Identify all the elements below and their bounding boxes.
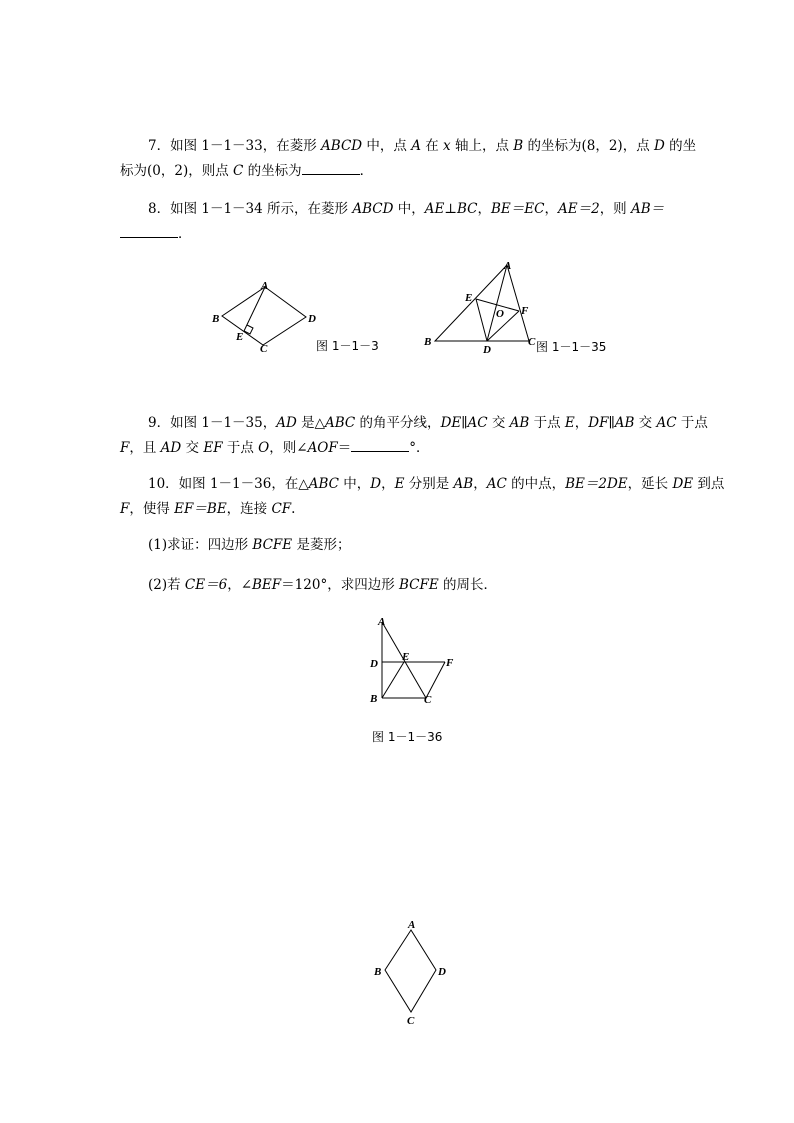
figure-1-1-35 — [420, 255, 620, 360]
figure-rhombus — [370, 918, 450, 1028]
figure-1-1-36 — [365, 612, 465, 712]
segment-cf — [426, 662, 445, 698]
label-F: F — [521, 305, 529, 317]
q8-line1: 8．如图 1－1－34 所示，在菱形 ABCD 中，AE⊥BC，BE＝EC，AE＝2，则 AB＝ — [148, 201, 665, 217]
q7-line1: 7．如图 1－1－33，在菱形 ABCD 中，点 A 在 x 轴上，点 B 的坐标为(8，2)，点 D 的坐 — [148, 138, 697, 154]
label-A: A — [261, 280, 269, 292]
label-B: B — [424, 336, 432, 348]
label-O: O — [496, 308, 504, 320]
q9-answer-blank[interactable] — [351, 439, 409, 452]
label-A: A — [378, 616, 386, 628]
figure-1-caption: 图 1－1－3 — [316, 339, 379, 353]
segment-be — [382, 662, 404, 698]
q8-line2: ． — [120, 225, 192, 243]
q10-line2: F，使得 EF＝BE，连接 CF. — [120, 501, 296, 517]
rhombus-abcd — [385, 930, 436, 1012]
figure-1-1-3 — [205, 278, 395, 358]
label-A: A — [504, 260, 512, 272]
rhombus-abcd — [222, 287, 306, 345]
label-B: B — [374, 966, 382, 978]
q10-part2: (2)若 CE＝6，∠BEF＝120°，求四边形 BCFE 的周长． — [148, 577, 498, 593]
q10-line1: 10．如图 1－1－36，在△ABC 中，D，E 分别是 AB，AC 的中点，BE＝2DE，延长 DE 到点 — [148, 476, 725, 492]
label-C: C — [424, 694, 432, 706]
q7-line2: 标为(0，2)，则点 C 的坐标为 ． — [120, 163, 374, 179]
label-D: D — [308, 313, 316, 325]
label-E: E — [402, 651, 410, 663]
triangle-abc — [435, 265, 529, 341]
label-B: B — [212, 313, 220, 325]
label-D: D — [438, 966, 446, 978]
q7-answer-blank[interactable] — [302, 162, 360, 175]
segment-de — [476, 299, 487, 341]
label-D: D — [370, 658, 378, 670]
label-A: A — [408, 919, 416, 931]
q10-part1: (1)求证：四边形 BCFE 是菱形； — [148, 537, 351, 553]
label-B: B — [370, 693, 378, 705]
q8-answer-blank[interactable] — [120, 225, 178, 238]
label-C: C — [260, 343, 268, 355]
label-D: D — [483, 344, 491, 356]
label-C: C — [407, 1015, 415, 1027]
figure-2-caption: 图 1－1－35 — [536, 340, 607, 354]
q9-line1: 9．如图 1－1－35，AD 是△ABC 的角平分线，DE∥AC 交 AB 于点 E，DF∥AB 交 AC 于点 — [148, 415, 708, 431]
label-E: E — [236, 331, 244, 343]
label-F: F — [446, 657, 454, 669]
q9-line2: F，且 AD 交 EF 于点 O，则∠AOF＝ °． — [120, 440, 430, 456]
figure-3-caption: 图 1－1－36 — [372, 730, 443, 744]
label-C: C — [528, 336, 536, 348]
label-E: E — [465, 292, 473, 304]
